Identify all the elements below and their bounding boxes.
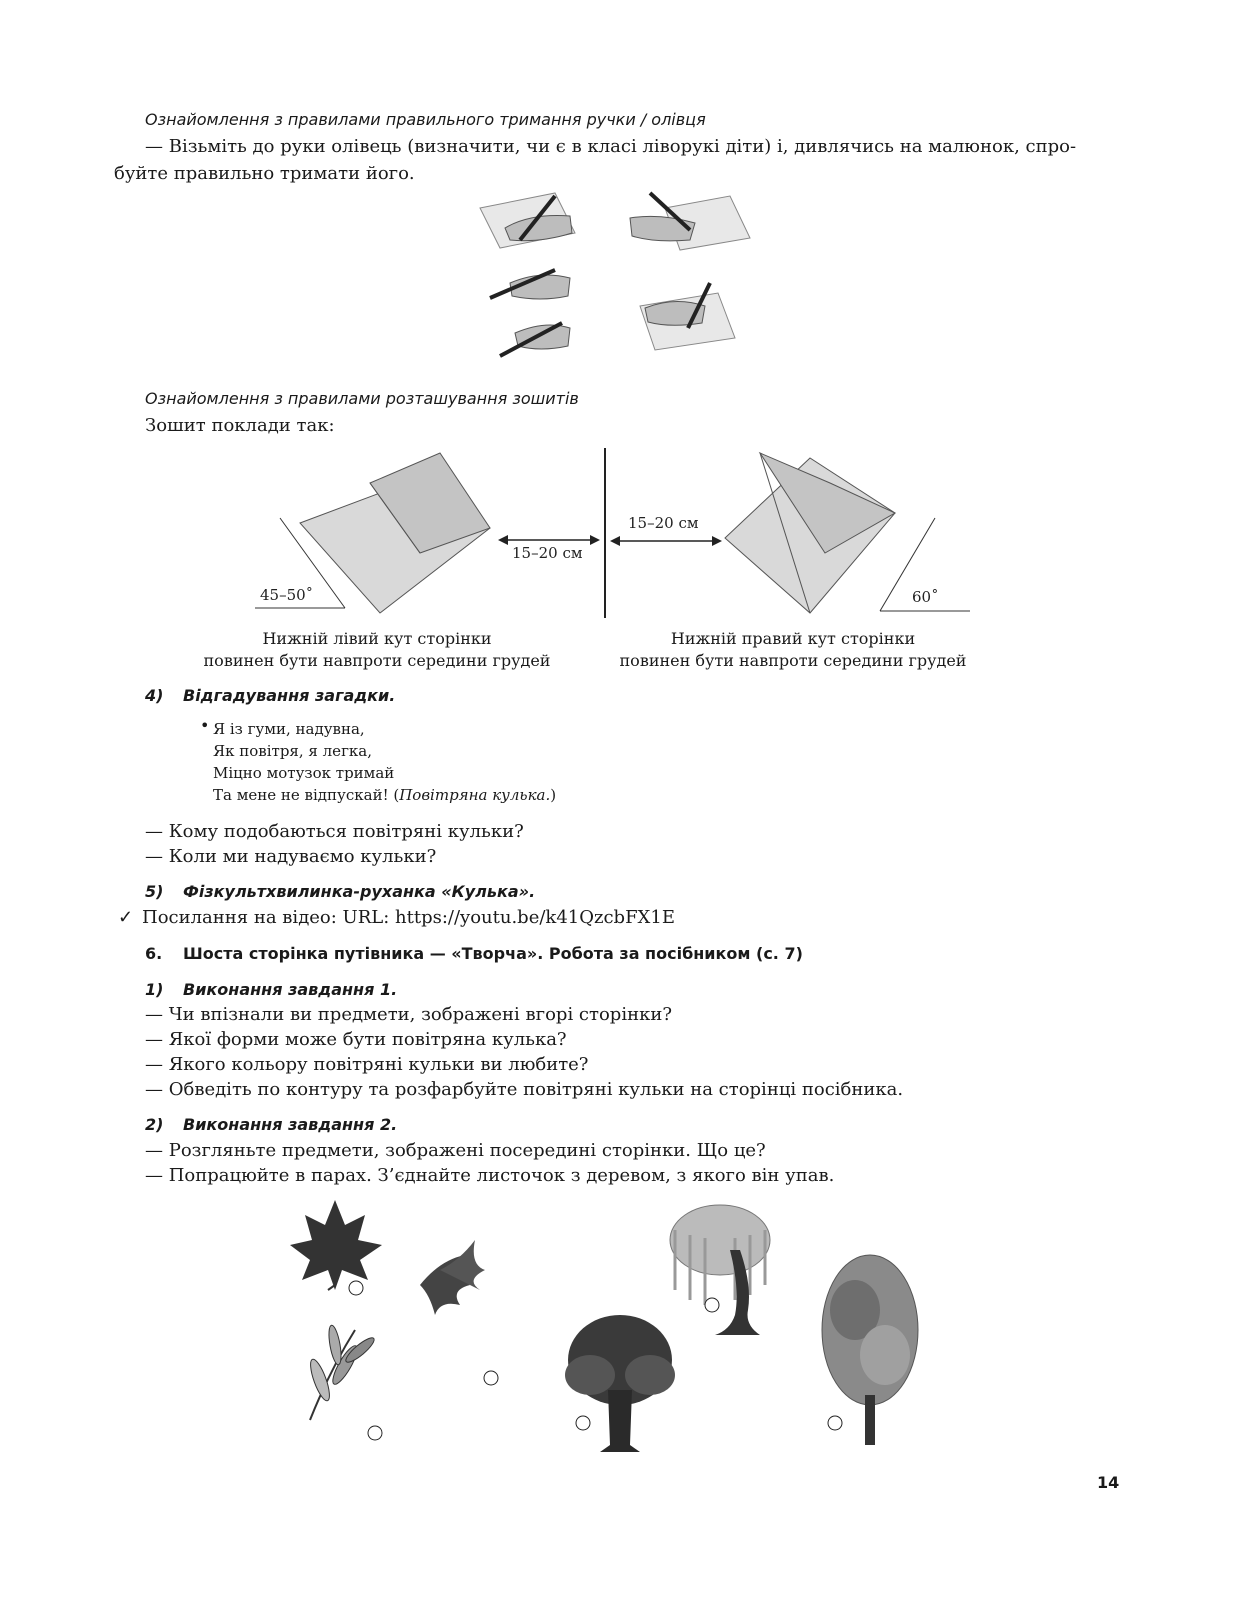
heading-notebook-position: Ознайомлення з правилами розташування зошитів [145, 389, 579, 408]
hand-writing-image-2 [630, 193, 750, 250]
oak-tree-image [565, 1315, 675, 1452]
riddle-close: ) [550, 786, 557, 804]
task-2-heading [145, 1113, 397, 1136]
task-2-question-1: — Розгляньте предмети, зображені посередині сторінки. Що це? [145, 1140, 766, 1161]
video-link[interactable]: Посилання на відео: URL: https://youtu.be/k41QzcbFX1E [142, 907, 675, 928]
left-caption-line-1: Нижній лівий кут сторінки [262, 629, 492, 648]
riddle-line-3: Міцно мотузок тримай [213, 764, 395, 782]
hand-writing-image-4 [640, 283, 735, 350]
task-1-question-4: — Обведіть по контуру та розфарбуйте повітряні кульки на сторінці посібника. [145, 1079, 904, 1100]
task-1-number: 1) [145, 980, 164, 999]
step-5-number: 5) [145, 882, 164, 901]
willow-tree-circle[interactable] [705, 1298, 719, 1312]
right-notebook-image [725, 453, 895, 613]
right-angle-label: 60˚ [912, 588, 939, 606]
page-number: 14 [1097, 1473, 1120, 1492]
step-5-heading [145, 880, 535, 903]
oak-leaf-image [420, 1240, 485, 1315]
step-4-number: 4) [145, 686, 164, 705]
hand-writing-image-3 [490, 270, 570, 299]
right-caption-line-2: повинен бути навпроти середини грудей [619, 651, 967, 670]
video-link-line [118, 906, 675, 929]
task-1-question-3: — Якого кольору повітряні кульки ви любите? [145, 1054, 589, 1075]
right-caption-line-1: Нижній правий кут сторінки [670, 629, 916, 648]
question-when-inflate: — Коли ми надуваємо кульки? [145, 846, 437, 867]
question-who-likes-balloons: — Кому подобаються повітряні кульки? [145, 821, 524, 842]
pencil-instruction-line-1: — Візьміть до руки олівець (визначити, чи є в класі ліворукі діти) і, дивлячись на малюнок, спро- [145, 136, 1077, 157]
task-2-title: Виконання завдання 2. [183, 1115, 398, 1134]
step-5-title: Фізкультхвилинка-руханка «Кулька». [183, 882, 536, 901]
hand-writing-image-1 [480, 193, 575, 248]
hand-writing-image-5 [500, 323, 570, 356]
left-distance-label: 15–20 см [512, 544, 583, 562]
maple-leaf-image [290, 1200, 382, 1290]
notebook-position-diagram [250, 443, 980, 623]
section-6-number: 6. [145, 944, 163, 963]
task-1-heading [145, 978, 397, 1001]
left-notebook-image [300, 453, 490, 613]
heading-pencil-holding: Ознайомлення з правилами правильного тримання ручки / олівця [145, 110, 706, 129]
right-distance-label: 15–20 см [628, 514, 699, 532]
riddle-bullet: • [200, 716, 210, 735]
task-1-question-2: — Якої форми може бути повітряна кулька? [145, 1029, 567, 1050]
task-2-number: 2) [145, 1115, 164, 1134]
riddle-line-4-text: Та мене не відпускай! ( [213, 786, 400, 804]
riddle-line-1: Я із гуми, надувна, [213, 720, 365, 738]
willow-leaf-image [307, 1324, 377, 1420]
section-6-title: Шоста сторінка путівника — «Творча». Робота за посібником (с. 7) [183, 944, 803, 963]
pencil-instruction-line-2: буйте правильно тримати його. [114, 163, 415, 184]
notebook-intro: Зошит поклади так: [145, 415, 335, 436]
oak-leaf-circle[interactable] [484, 1371, 498, 1385]
maple-tree-circle[interactable] [828, 1416, 842, 1430]
left-caption-line-2: повинен бути навпроти середини грудей [203, 651, 551, 670]
riddle-line-4 [213, 784, 556, 806]
right-distance-arrow [610, 536, 722, 546]
leaves-and-trees-illustration [290, 1190, 940, 1460]
riddle-line-2: Як повітря, я легка, [213, 742, 373, 760]
task-1-title: Виконання завдання 1. [183, 980, 398, 999]
section-6-heading [145, 942, 803, 965]
step-4-heading [145, 684, 395, 707]
task-1-question-1: — Чи впізнали ви предмети, зображені вгорі сторінки? [145, 1004, 672, 1025]
riddle-answer: Повітряна кулька. [399, 786, 551, 804]
checkmark-icon: ✓ [118, 907, 134, 928]
left-angle-label: 45–50˚ [260, 586, 314, 604]
willow-tree-image [670, 1205, 770, 1335]
task-2-question-2: — Попрацюйте в парах. З’єднайте листочок з деревом, з якого він упав. [145, 1165, 835, 1186]
oak-tree-circle[interactable] [576, 1416, 590, 1430]
maple-leaf-circle[interactable] [349, 1281, 363, 1295]
step-4-title: Відгадування загадки. [183, 686, 396, 705]
willow-leaf-circle[interactable] [368, 1426, 382, 1440]
pencil-grip-illustration [470, 188, 770, 366]
